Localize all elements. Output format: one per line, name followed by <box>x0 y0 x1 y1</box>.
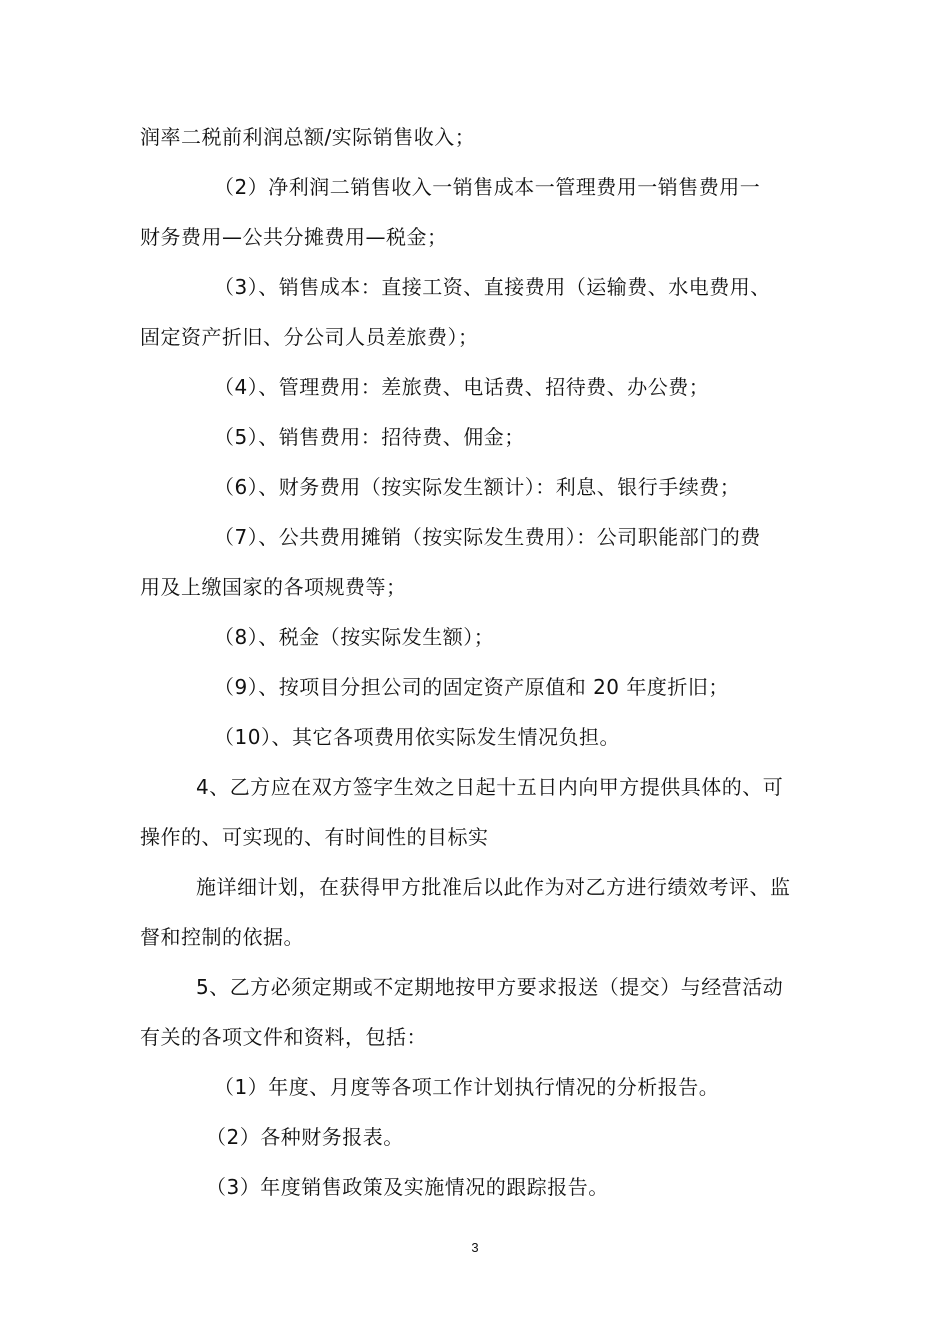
text-line: （6）、财务费用（按实际发生额计）：利息、银行手续费； <box>214 475 741 499</box>
text-line: （1）年度、月度等各项工作计划执行情况的分析报告。 <box>214 1075 720 1099</box>
text-line: （9）、按项目分担公司的固定资产原值和 20 年度折旧； <box>214 675 729 699</box>
text-line: 5、乙方必须定期或不定期地按甲方要求报送（提交）与经营活动 <box>196 975 784 999</box>
text-line: （2）净利润二销售收入一销售成本一管理费用一销售费用一 <box>214 175 761 199</box>
text-line: （10）、其它各项费用依实际发生情况负担。 <box>214 725 620 749</box>
text-line: （8）、税金（按实际发生额）； <box>214 625 495 649</box>
text-line: （4）、管理费用：差旅费、电话费、招待费、办公费； <box>214 375 710 399</box>
text-line: （5）、销售费用：招待费、佣金； <box>214 425 525 449</box>
text-line: 有关的各项文件和资料，包括： <box>140 1025 427 1049</box>
page-number: 3 <box>471 1240 479 1255</box>
text-line: （7）、公共费用摊销（按实际发生费用）：公司职能部门的费 <box>214 525 761 549</box>
text-line: （3）、销售成本：直接工资、直接费用（运输费、水电费用、 <box>214 275 771 299</box>
text-line: 固定资产折旧、分公司人员差旅费）； <box>140 325 479 349</box>
text-line: 用及上缴国家的各项规费等； <box>140 575 407 599</box>
text-line: （3）年度销售政策及实施情况的跟踪报告。 <box>206 1175 609 1199</box>
text-line: 施详细计划，在获得甲方批准后以此作为对乙方进行绩效考评、监 <box>196 875 791 899</box>
text-line: （2）各种财务报表。 <box>206 1125 404 1149</box>
text-line: 润率二税前利润总额/实际销售收入； <box>140 125 476 149</box>
text-line: 4、乙方应在双方签字生效之日起十五日内向甲方提供具体的、可 <box>196 775 784 799</box>
text-line: 操作的、可实现的、有时间性的目标实 <box>140 825 489 849</box>
text-line: 财务费用—公共分摊费用—税金； <box>140 225 448 249</box>
text-line: 督和控制的依据。 <box>140 925 304 949</box>
